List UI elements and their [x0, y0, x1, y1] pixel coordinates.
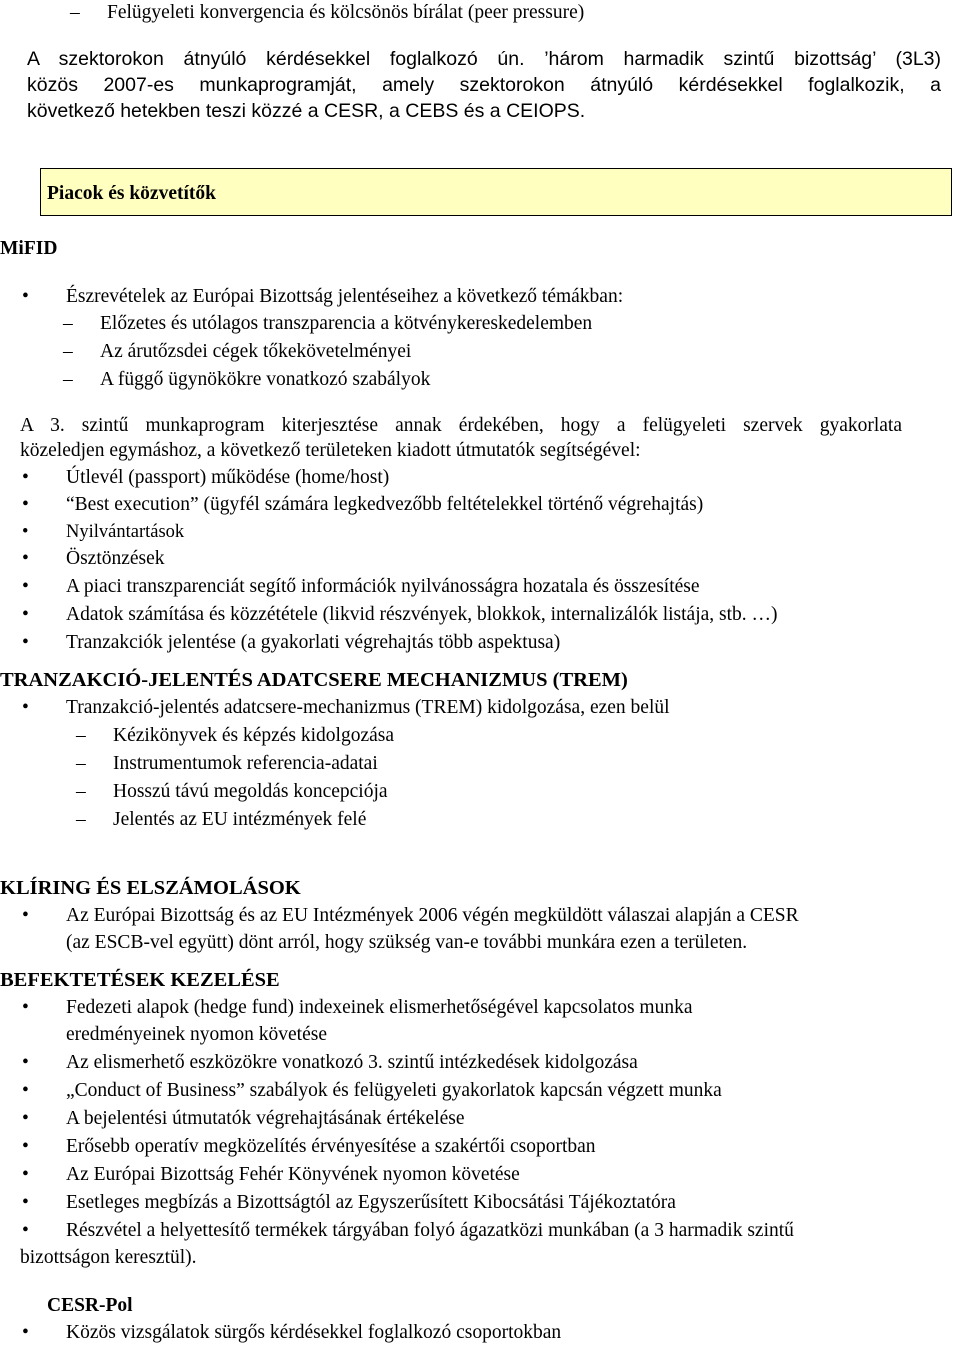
- trem-dash-item-3: – Hosszú távú megoldás koncepciója: [113, 779, 388, 805]
- investment-bullet-1-line-2: eredményeinek nyomon követése: [66, 1024, 327, 1045]
- trem-dash-item-2: – Instrumentumok referencia-adatai: [113, 751, 378, 777]
- investment-bullet-7: • Esetleges megbízás a Bizottságtól az Egyszerűsített Kibocsátási Tájékoztatóra: [66, 1190, 676, 1216]
- investment-bullet-5: • Erősebb operatív megközelítés érvényesítése a szakértői csoportban: [66, 1134, 596, 1160]
- clearing-heading: KLÍRING ÉS ELSZÁMOLÁSOK: [0, 877, 301, 899]
- trem-dash-item-4: – Jelentés az EU intézmények felé: [113, 807, 366, 833]
- top-paragraph-line-2: közös 2007-es munkaprogramját, amely szektorokon átnyúló kérdésekkel foglalkozik, a: [27, 74, 941, 96]
- investment-bullet-3: • „Conduct of Business” szabályok és felügyeleti gyakorlatok kapcsán végzett munka: [66, 1078, 722, 1104]
- mifid-bullet-4: • Ösztönzések: [66, 546, 165, 572]
- top-paragraph-line-3: következő hetekben teszi közzé a CESR, a CEBS és a CEIOPS.: [27, 100, 586, 122]
- mifid-bullet-2: • “Best execution” (ügyfél számára legkedvezőbb feltételekkel történő végrehajtás): [66, 492, 703, 518]
- trem-bullet: • Tranzakció-jelentés adatcsere-mechanizmus (TREM) kidolgozása, ezen belül: [66, 695, 670, 721]
- mifid-paragraph-line-1: A 3. szintű munkaprogram kiterjesztése annak érdekében, hogy a felügyeleti szervek gyakorlata: [20, 415, 902, 436]
- investment-bullet-8-line-2: bizottságon keresztül).: [20, 1247, 197, 1268]
- mifid-side-label: MiFID: [0, 238, 58, 259]
- investment-bullet-6: • Az Európai Bizottság Fehér Könyvének nyomon követése: [66, 1162, 520, 1188]
- top-dash-item: – Felügyeleti konvergencia és kölcsönös bírálat (peer pressure): [107, 0, 584, 26]
- trem-heading: TRANZAKCIÓ-JELENTÉS ADATCSERE MECHANIZMUS (TREM): [0, 669, 628, 691]
- cesr-pol-bullet: • Közös vizsgálatok sürgős kérdésekkel foglalkozó csoportokban: [66, 1320, 561, 1346]
- mifid-intro-bullet: • Észrevételek az Európai Bizottság jelentéseihez a következő témákban:: [66, 284, 623, 310]
- investment-heading: BEFEKTETÉSEK KEZELÉSE: [0, 969, 280, 991]
- clearing-bullet-line-2: (az ESCB-vel együtt) dönt arról, hogy szükség van-e további munkára ezen a területen.: [66, 932, 748, 953]
- trem-dash-item-1: – Kézikönyvek és képzés kidolgozása: [113, 723, 394, 749]
- investment-bullet-2: • Az elismerhető eszközökre vonatkozó 3. szintű intézkedések kidolgozása: [66, 1050, 638, 1076]
- mifid-dash-item-1: – Előzetes és utólagos transzparencia a kötvénykereskedelemben: [100, 311, 592, 337]
- mifid-dash-item-3: – A függő ügynökökre vonatkozó szabályok: [100, 367, 430, 393]
- mifid-bullet-6: • Adatok számítása és közzététele (likvid részvények, blokkok, internalizálók listája, stb. …): [66, 602, 778, 628]
- investment-bullet-4: • A bejelentési útmutatók végrehajtásának értékelése: [66, 1106, 465, 1132]
- mifid-bullet-7: • Tranzakciók jelentése (a gyakorlati végrehajtás több aspektusa): [66, 630, 560, 656]
- mifid-dash-item-2: – Az árutőzsdei cégek tőkekövetelményei: [100, 339, 411, 365]
- investment-bullet-1-line-1: • Fedezeti alapok (hedge fund) indexeinek elismerhetőségével kapcsolatos munka: [66, 995, 693, 1021]
- investment-bullet-8-line-1: • Részvétel a helyettesítő termékek tárgyában folyó ágazatközi munkában (a 3 harmadik szintű: [66, 1218, 794, 1244]
- top-paragraph-line-1: A szektorokon átnyúló kérdésekkel foglalkozó ún. ’három harmadik szintű bizottság’ (3L3): [27, 48, 941, 70]
- mifid-bullet-5: • A piaci transzparenciát segítő információk nyilvánosságra hozatala és összesítése: [66, 574, 700, 600]
- clearing-bullet-line-1: • Az Európai Bizottság és az EU Intézmények 2006 végén megküldött válaszai alapján a CESR: [66, 903, 799, 929]
- mifid-box-title: Piacok és közvetítők: [47, 183, 216, 204]
- cesr-pol-heading: CESR-Pol: [47, 1295, 133, 1316]
- mifid-paragraph-line-2: közeledjen egymáshoz, a következő területeken kiadott útmutatók segítségével:: [20, 440, 641, 461]
- mifid-bullet-1: • Útlevél (passport) működése (home/host): [66, 465, 389, 491]
- mifid-bullet-3: • Nyilvántartások: [66, 519, 184, 545]
